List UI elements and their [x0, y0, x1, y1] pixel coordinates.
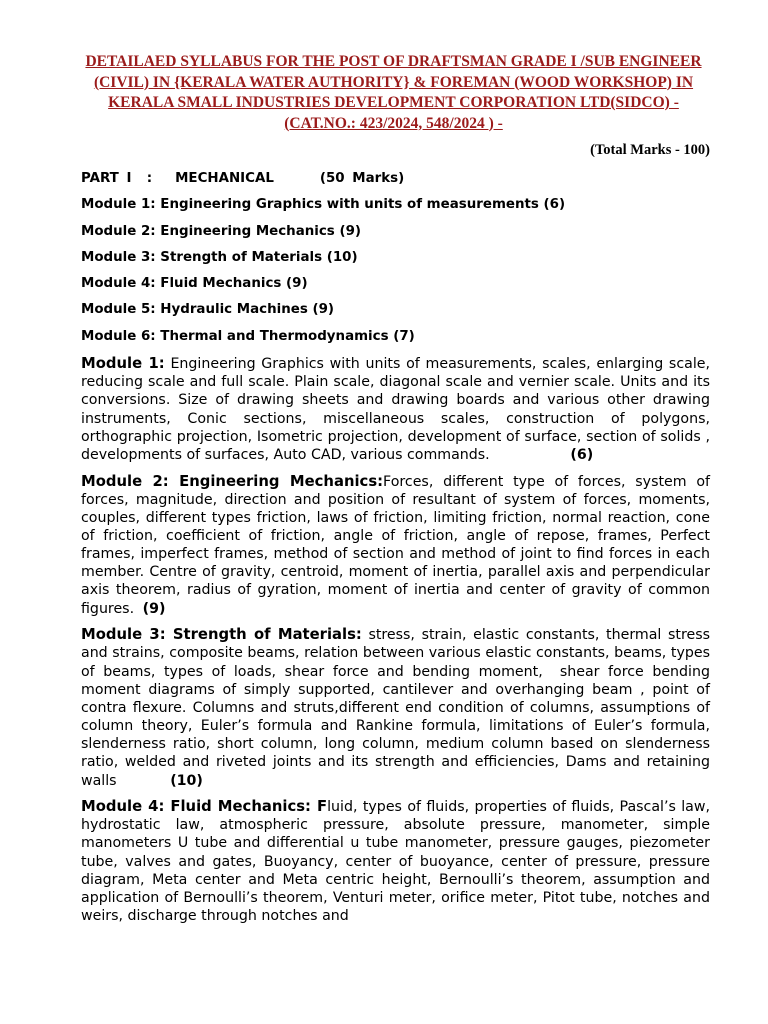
module-1-heading: Module 1:: [81, 355, 165, 373]
module-2-text: Forces, different type of forces, system of forces, magnitude, direction and position of resultant of system of forces, moments, couples, different types friction, laws of friction, limiting friction, normal reaction, cone of friction, coefficient of friction, angle of friction, angle of repose, frames, Perfect frames, imperfect frames, method of section and method of joint to find forces in each member. Centre of gravity, centroid, moment of inertia, parallel axis and perpendicular axis theorem, radius of gyration, moment of inertia and center of gravity of common figures.: [81, 473, 710, 617]
module-list-item: Module 1: Engineering Graphics with units of measurements (6): [81, 197, 566, 213]
module-1-paragraph: [81, 355, 715, 464]
total-marks: (Total Marks - 100): [590, 142, 710, 158]
module-3-heading: Module 3: Strength of Materials:: [81, 626, 362, 644]
module-4-marks: [349, 908, 353, 924]
module-list-item: Module 2: Engineering Mechanics (9): [81, 223, 362, 239]
module-4-paragraph: [81, 798, 710, 925]
module-3-text: stress, strain, elastic constants, thermal stress and strains, composite beams, relation between various elastic constants, beams, types of beams, types of loads, shear force and bending moment, shear force bending moment diagrams of simply supported, cantilever and overhanging beam , point of contra flexure. Columns and struts,different end condition of columns, assumptions of column theory, Euler’s formula and Rankine formula, limitations of Euler’s formula, slenderness ratio, short column, long column, medium column based on slenderness ratio, welded and riveted joints and its strength and efficiencies, Dams and retaining walls: [81, 627, 720, 789]
module-4-text: luid, types of fluids, properties of fluids, Pascal’s law, hydrostatic law, atmospheric pressure, absolute pressure, manometer, simple manometers U tube and differential u tube manometer, pressure gauges, piezometer tube, valves and gates, Buoyancy, center of buoyance, center of pressure, pressure diagram, Meta center and Meta centric height, Bernoulli’s theorem, assumption and application of Bernoulli’s theorem, Venturi meter, orifice meter, Pitot tube, notches and weirs, discharge through notches and: [81, 799, 710, 925]
module-4-heading: Module 4: Fluid Mechanics: F: [81, 798, 328, 816]
module-list-item: Module 6: Thermal and Thermodynamics (7): [81, 328, 415, 344]
module-1-marks: (6): [570, 446, 594, 463]
module-3-paragraph: [81, 626, 720, 789]
module-list-item: Module 5: Hydraulic Machines (9): [81, 302, 335, 318]
module-2-paragraph: [81, 473, 710, 618]
part-heading: PART I : MECHANICAL (50 Marks): [81, 171, 405, 186]
module-list-item: Module 4: Fluid Mechanics (9): [81, 276, 308, 292]
module-3-marks: (10): [170, 772, 203, 789]
module-summary-list: [81, 171, 710, 345]
module-list-item: Module 3: Strength of Materials (10): [81, 249, 358, 265]
module-1-text: Engineering Graphics with units of measurements, scales, enlarging scale, reducing scale and full scale. Plain scale, diagonal scale and vernier scale. Units and its conversions. Size of drawing sheets and drawing boards and various other drawing instruments, Conic sections, miscellaneous scales, construction of polygons, orthographic projection, Isometric projection, development of surface, section of solids , developments of surfaces, Auto CAD, various commands.: [81, 356, 715, 463]
module-2-marks: (9): [142, 600, 166, 617]
document-title: DETAILAED SYLLABUS FOR THE POST OF DRAFTSMAN GRADE I /SUB ENGINEER (CIVIL) IN {KERALA WATER AUTHORITY} & FOREMAN (WOOD WORKSHOP) IN KERALA SMALL INDUSTRIES DEVELOPMENT CORPORATION LTD(SIDCO) - (CAT.NO.: 423/2024, 548/2024 ) -: [85, 53, 702, 132]
module-2-heading: Module 2: Engineering Mechanics:: [81, 472, 384, 490]
